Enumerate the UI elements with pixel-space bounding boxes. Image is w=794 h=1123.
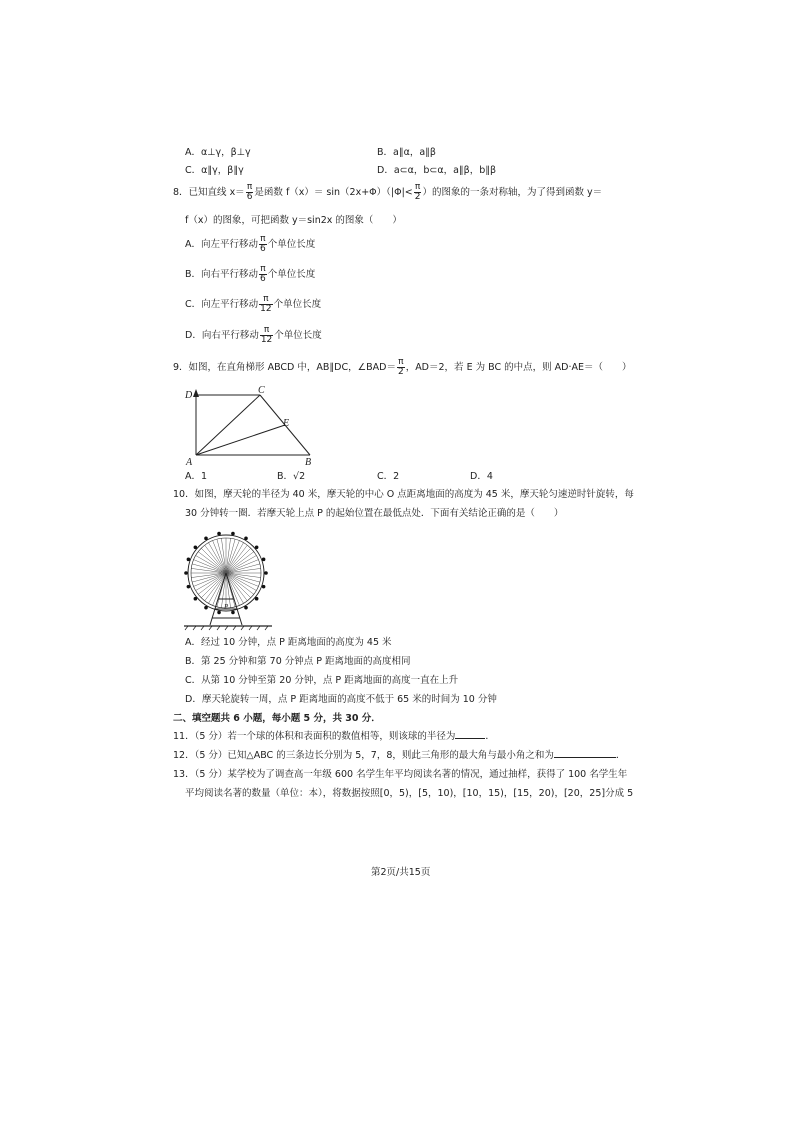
q9-stem: 9．如图，在直角梯形 ABCD 中，AB∥DC，∠BAD＝ $\frac{\pi}{2}$ ，AD＝2，若 E 为 BC 的中点，则 AD·AE＝（ ） — [173, 357, 632, 377]
label-p: P — [224, 603, 229, 611]
wheel-cabin — [262, 558, 266, 562]
q10-stem-line1: 10．如图，摩天轮的半径为 40 米，摩天轮的中心 O 点距离地面的高度为 45 米，摩天轮匀速逆时针旋转，每 — [173, 489, 634, 500]
q8-option-d: D．向右平行移动 $\frac{\pi}{12}$ 个单位长度 — [185, 325, 322, 345]
q11-answer-blank — [455, 738, 485, 739]
wheel-cabin — [231, 532, 235, 536]
wheel-cabin — [187, 558, 191, 562]
wheel-cabin — [217, 532, 221, 536]
q12-answer-blank — [554, 757, 616, 758]
label-e: E — [283, 418, 290, 429]
q10-option-c: C．从第 10 分钟至第 20 分钟，点 P 距离地面的高度一直在上升 — [185, 675, 459, 686]
q9-option-a: A．1 — [185, 471, 208, 482]
wheel-spoke — [217, 539, 226, 573]
label-a: A — [186, 457, 193, 467]
wheel-spoke — [192, 564, 226, 573]
page-footer: 第2页/共15页 — [371, 867, 431, 878]
trapezoid-figure — [182, 385, 322, 467]
wheel-spoke — [192, 573, 226, 582]
wheel-cabin — [194, 597, 198, 601]
ferris-wheel-figure — [180, 525, 275, 633]
wheel-cabin — [244, 606, 248, 610]
label-d: D — [185, 390, 193, 401]
q7-option-d: D．a⊂α，b⊂α，a∥β，b∥β — [377, 165, 497, 176]
section-heading-fill-in: 二、填空题共 6 小题，每小题 5 分，共 30 分． — [173, 713, 381, 724]
q10-option-a: A．经过 10 分钟，点 P 距离地面的高度为 45 米 — [185, 637, 392, 648]
q11-stem: 11．（5 分）若一个球的体积和表面积的数值相等，则该球的半径为 ． — [173, 731, 495, 742]
q7-option-b: B．a∥α，a∥β — [377, 147, 436, 158]
wheel-cabin — [194, 545, 198, 549]
wheel-cabin — [217, 611, 221, 615]
q10-option-d: D．摩天轮旋转一周，点 P 距离地面的高度不低于 65 米的时间为 10 分钟 — [185, 694, 497, 705]
wheel-cabin — [264, 571, 268, 575]
segment-ae — [196, 425, 285, 455]
q8-fraction-pi-6: $\frac{\pi}{6}$ — [246, 182, 253, 202]
q12-stem: 12．（5 分）已知△ABC 的三条边长分别为 5，7，8，则此三角形的最大角与最小角之和为 ． — [173, 750, 626, 761]
q8-stem-line1: 8．已知直线 x＝ $\frac{\pi}{6}$ 是函数 f（x）＝ sin（2x+Φ）（|Φ|< $\frac{\pi}{2}$ ）的图象的一条对称轴，为了得到函数 y＝ — [173, 182, 603, 202]
q9-option-b: B．√2 — [277, 471, 306, 482]
wheel-spoke — [226, 539, 235, 573]
wheel-cabin — [262, 585, 266, 589]
q7-option-a: A．α⊥γ，β⊥γ — [185, 147, 251, 158]
q9-fraction-pi-2: $\frac{\pi}{2}$ — [397, 357, 404, 377]
label-c: C — [258, 385, 265, 396]
wheel-cabin — [187, 585, 191, 589]
q9-option-c: C．2 — [377, 471, 400, 482]
arrow-icon — [193, 389, 199, 397]
wheel-cabin — [244, 537, 248, 541]
q8-stem-line2: f（x）的图象，可把函数 y＝sin2x 的图象（ ） — [185, 215, 402, 226]
q8-option-a: A．向左平行移动 $\frac{\pi}{6}$ 个单位长度 — [185, 234, 316, 254]
wheel-spoke — [226, 573, 260, 582]
q13-stem-line1: 13．（5 分）某学校为了调查高一年级 600 名学生年平均阅读名著的情况，通过抽样，获得了 100 名学生年 — [173, 769, 628, 780]
q8-option-b: B．向右平行移动 $\frac{\pi}{6}$ 个单位长度 — [185, 264, 316, 284]
label-b: B — [305, 457, 312, 467]
q13-stem-line2: 平均阅读名著的数量（单位：本），将数据按照[0，5)，[5，10)，[10，15)，[15，20)，[20，25]分成 5 — [185, 788, 634, 799]
wheel-cabin — [231, 611, 235, 615]
q10-option-b: B．第 25 分钟和第 70 分钟点 P 距离地面的高度相同 — [185, 656, 411, 667]
wheel-cabin — [204, 606, 208, 610]
q10-stem-line2: 30 分钟转一圈．若摩天轮上点 P 的起始位置在最低点处．下面有关结论正确的是（ ） — [185, 508, 564, 519]
q7-option-c: C．α∥γ，β∥γ — [185, 165, 244, 176]
wheel-cabin — [184, 571, 188, 575]
q8-fraction-pi-2: $\frac{\pi}{2}$ — [414, 182, 421, 202]
wheel-cabin — [255, 597, 259, 601]
wheel-spoke — [226, 564, 260, 573]
q8-option-c: C．向左平行移动 $\frac{\pi}{12}$ 个单位长度 — [185, 294, 322, 314]
wheel-cabin — [255, 545, 259, 549]
wheel-cabin — [204, 537, 208, 541]
q9-option-d: D．4 — [470, 471, 493, 482]
segment-ac — [196, 395, 260, 455]
